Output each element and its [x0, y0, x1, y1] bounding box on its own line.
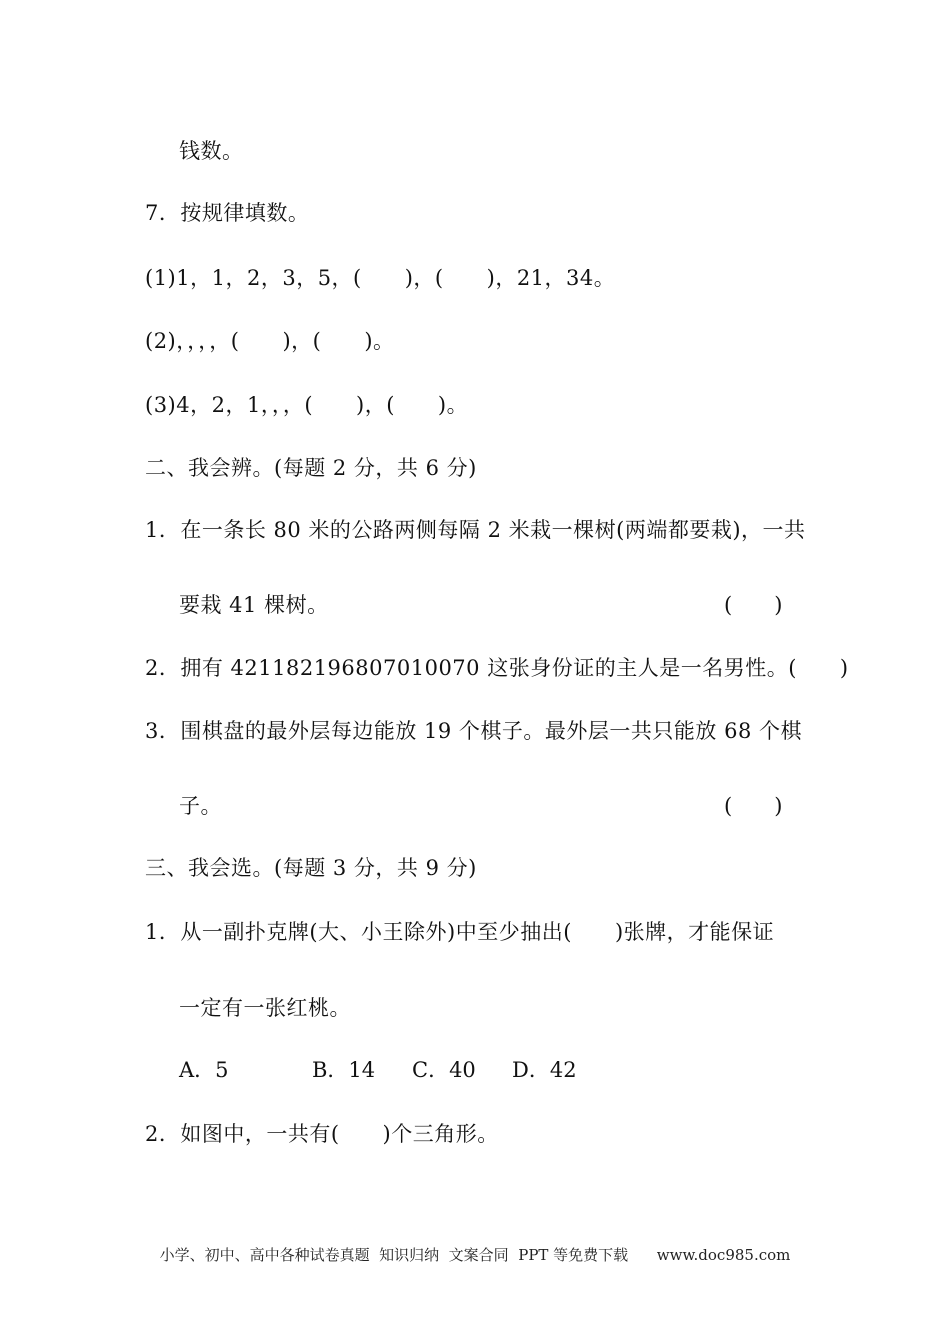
option-a: A．5	[179, 1058, 229, 1082]
option-d: D．42	[512, 1058, 577, 1082]
section-2-heading: 二、我会辨。(每题 2 分，共 6 分)	[145, 456, 477, 480]
continued-text: 钱数。	[179, 139, 244, 163]
choice-question-1-cont: 一定有一张红桃。	[179, 996, 351, 1020]
section-3-heading: 三、我会选。(每题 3 分，共 9 分)	[145, 856, 477, 880]
judge-question-3-cont: 子。	[179, 794, 222, 818]
judge-question-1: 1．在一条长 80 米的公路两侧每隔 2 米栽一棵树(两端都要栽)，一共	[145, 518, 806, 542]
choice-question-1: 1．从一副扑克牌(大、小王除外)中至少抽出( )张牌，才能保证	[145, 920, 775, 944]
question-7-title: 7．按规律填数。	[145, 201, 310, 225]
judge-question-3: 3．围棋盘的最外层每边能放 19 个棋子。最外层一共只能放 68 个棋	[145, 719, 803, 743]
judge-question-1-cont: 要栽 41 棵树。	[179, 593, 329, 617]
question-7-part-1: (1)1，1，2，3，5，( )，( )，21，34。	[145, 266, 616, 290]
question-7-part-3: (3)4，2，1，，，( )，( )。	[145, 393, 469, 417]
choice-question-2: 2．如图中，一共有( )个三角形。	[145, 1122, 499, 1146]
option-b: B．14	[312, 1058, 376, 1082]
footer-text: 小学、初中、高中各种试卷真题 知识归纳 文案合同 PPT 等免费下载 www.doc985.com	[159, 1246, 791, 1264]
judge-question-2: 2．拥有 421182196807010070 这张身份证的主人是一名男性。( )	[145, 656, 849, 680]
option-c: C．40	[412, 1058, 476, 1082]
answer-parentheses: ( )	[724, 794, 783, 818]
question-7-part-2: (2)，，，，( )，( )。	[145, 329, 395, 353]
answer-parentheses: ( )	[724, 593, 783, 617]
